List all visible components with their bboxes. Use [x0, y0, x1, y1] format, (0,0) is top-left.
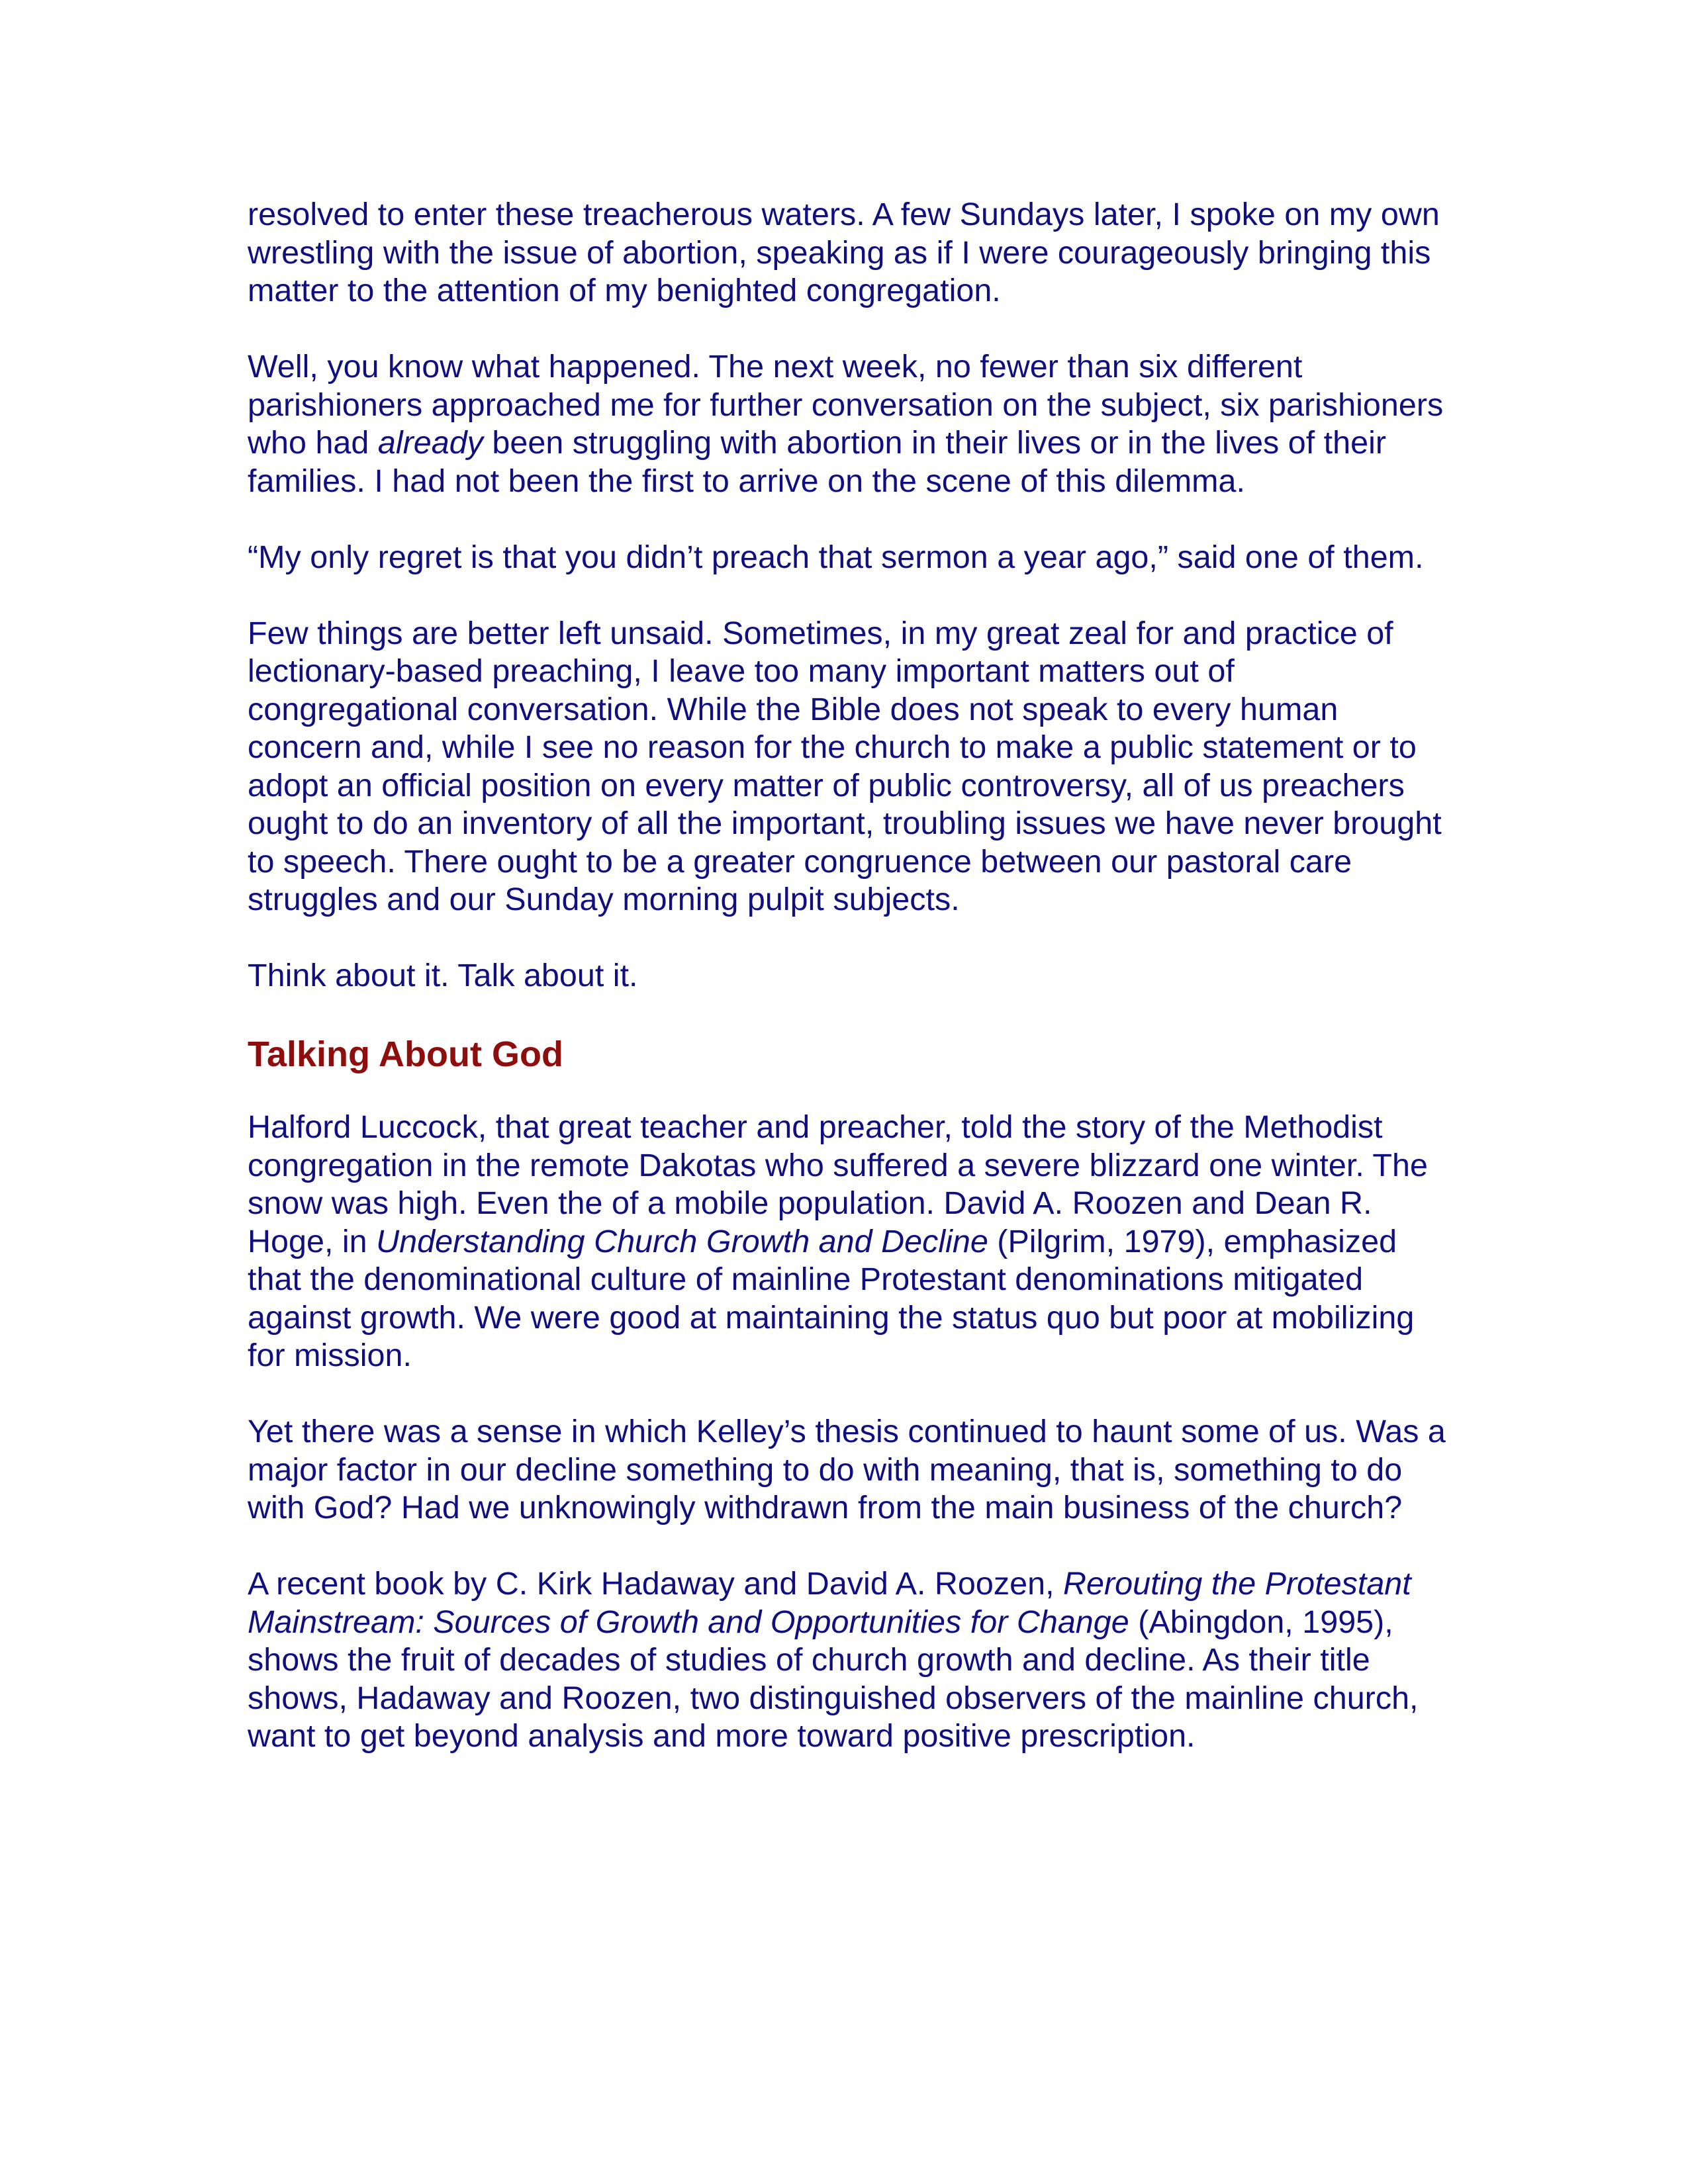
text-run: Few things are better left unsaid. Sometimes, in my great zeal for and practice of lectionary-based preaching, I leave too many important matters out of congregational conversation. While the Bible does not speak to every human concern and, while I see no reason for the church to make a public statement or to adopt an official position on every matter of public controversy, all of us preachers ought to do an inventory of all the important, troubling issues we have never brought to speech. There ought to be a greater congruence between our pastoral care struggles and our Sunday morning pulpit subjects.	[248, 615, 1442, 917]
paragraph-recent-book	[248, 1565, 1452, 1756]
text-run: been struggling with abortion in their lives or in the lives of their families. I had not been the first to arrive on the scene of this dilemma.	[248, 425, 1387, 499]
text-run: “My only regret is that you didn’t preach that sermon a year ago,” said one of them.	[248, 539, 1424, 575]
text-run: Yet there was a sense in which Kelley’s thesis continued to haunt some of us. Was a major factor in our decline something to do with meaning, that is, something to do with God? Had we unknowingly withdrawn from the main business of the church?	[248, 1414, 1446, 1525]
document-body	[248, 196, 1452, 1756]
paragraph-abortion-sermon	[248, 196, 1452, 310]
paragraph-kelley-thesis	[248, 1413, 1452, 1527]
text-run: (Abingdon, 1995), shows the fruit of decades of studies of church growth and decline. As their title shows, Hadaway and Roozen, two distinguished observers of the mainline church, want to get beyond analysis and more toward positive prescription.	[248, 1604, 1419, 1754]
section-heading: Talking About God	[248, 1034, 563, 1074]
paragraph-parishioners-response	[248, 348, 1452, 500]
text-run: (Pilgrim, 1979), emphasized that the denominational culture of mainline Protestant denominations mitigated against growth. We were good at maintaining the status quo but poor at mobilizing for mission.	[248, 1223, 1415, 1373]
text-run: A recent book by C. Kirk Hadaway and David A. Roozen,	[248, 1566, 1064, 1602]
italic-run: Rerouting the Protestant Mainstream: Sources of Growth and Opportunities for Change	[248, 1566, 1411, 1640]
paragraph-think-about-it	[248, 957, 1452, 995]
paragraph-few-things-unsaid	[248, 615, 1452, 919]
text-run: Halford Luccock, that great teacher and preacher, told the story of the Methodist congregation in the remote Dakotas who suffered a severe blizzard one winter. The snow was high. Even the of a mobile population. David A. Roozen and Dean R. Hoge, in	[248, 1109, 1428, 1259]
paragraph-halford-luccock	[248, 1109, 1452, 1375]
italic-run: Understanding Church Growth and Decline	[376, 1223, 988, 1259]
text-run: Well, you know what happened. The next week, no fewer than six different parishioners approached me for further conversation on the subject, six parishioners who had	[248, 349, 1444, 461]
paragraph-quote-regret	[248, 539, 1452, 577]
text-run: Think about it. Talk about it.	[248, 958, 638, 993]
text-run: resolved to enter these treacherous waters. A few Sundays later, I spoke on my own wrestling with the issue of abortion, speaking as if I were courageously bringing this matter to the attention of my benighted congregation.	[248, 197, 1440, 308]
italic-run: already	[377, 425, 483, 461]
